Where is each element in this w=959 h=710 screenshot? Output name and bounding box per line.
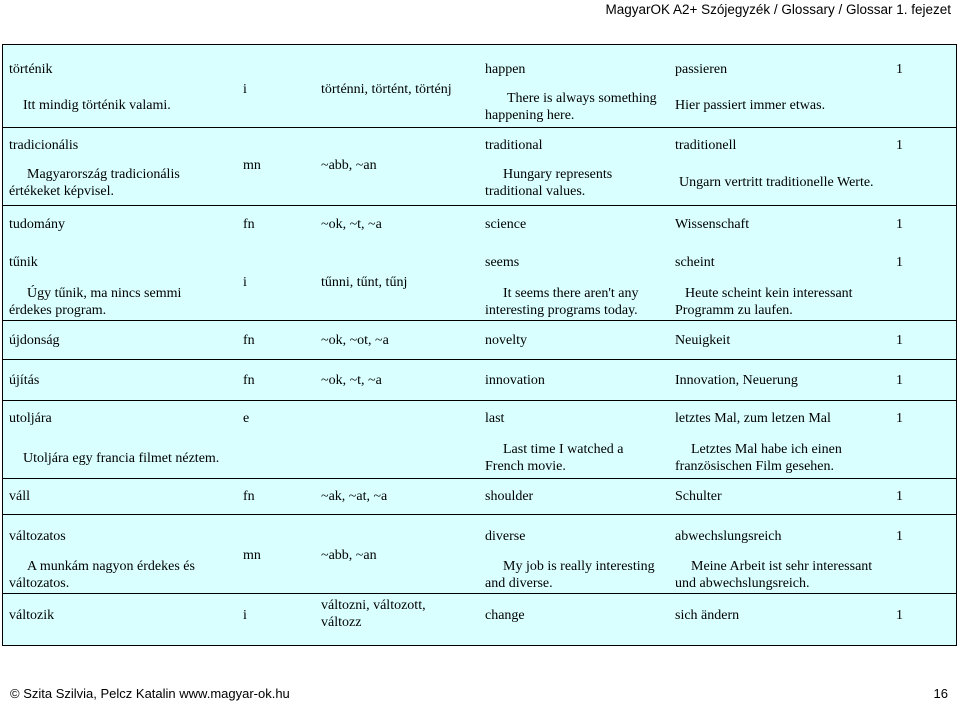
en-example: Last time I watched a French movie. — [485, 442, 624, 474]
en-example: Hungary represents traditional values. — [485, 167, 613, 199]
pos: fn — [243, 373, 255, 388]
hu-word: változik — [9, 608, 55, 623]
de-example: Heute scheint kein interessant Programm zu laufen. — [675, 286, 853, 318]
page-header — [0, 0, 959, 22]
de-word: traditionell — [675, 138, 737, 153]
pos: i — [243, 275, 247, 290]
de-word: scheint — [675, 255, 715, 270]
forms: ~ak, ~at, ~a — [321, 489, 388, 504]
lesson-number: 1 — [896, 255, 903, 270]
en-example: There is always something happening here. — [485, 91, 657, 123]
en-word: seems — [485, 255, 520, 270]
header-title: MagyarOK A2+ Szójegyzék / Glossary / Glossar 1. fejezet — [605, 2, 951, 17]
pos: i — [243, 608, 247, 623]
lesson-number: 1 — [896, 138, 903, 153]
lesson-number: 1 — [896, 217, 903, 232]
hu-example: Utoljára egy francia filmet néztem. — [23, 451, 220, 466]
hu-example: Úgy tűnik, ma nincs semmi érdekes program. — [9, 286, 182, 318]
lesson-number: 1 — [896, 62, 903, 77]
en-word: change — [485, 608, 525, 623]
hu-word: újdonság — [9, 333, 60, 348]
forms: tűnni, tűnt, tűnj — [321, 275, 408, 290]
lesson-number: 1 — [896, 489, 903, 504]
hu-word: történik — [9, 62, 53, 77]
hu-word: tudomány — [9, 217, 65, 232]
hu-word: újítás — [9, 373, 40, 388]
de-example: Hier passiert immer etwas. — [675, 98, 826, 113]
de-word: abwechslungsreich — [675, 529, 782, 544]
forms: változni, változott, változz — [321, 598, 426, 630]
de-example: Meine Arbeit ist sehr interessant und abwechslungsreich. — [675, 559, 873, 591]
hu-example: A munkám nagyon érdekes és változatos. — [9, 559, 195, 591]
pos: mn — [243, 158, 261, 173]
hu-example: Magyarország tradicionális értékeket képvisel. — [9, 167, 180, 199]
de-word: letztes Mal, zum letzen Mal — [675, 411, 831, 426]
de-word: Neuigkeit — [675, 333, 731, 348]
forms: ~ok, ~ot, ~a — [321, 333, 389, 348]
hu-word: utoljára — [9, 411, 52, 426]
en-word: science — [485, 217, 527, 232]
de-word: Wissenschaft — [675, 217, 750, 232]
pos: e — [243, 411, 250, 426]
de-word: sich ändern — [675, 608, 740, 623]
forms: ~abb, ~an — [321, 548, 377, 563]
forms: történni, történt, történj — [321, 82, 452, 97]
en-word: happen — [485, 62, 526, 77]
hu-word: tradicionális — [9, 138, 79, 153]
en-word: innovation — [485, 373, 545, 388]
lesson-number: 1 — [896, 411, 903, 426]
en-example: It seems there aren't any interesting programs today. — [485, 286, 639, 318]
en-word: novelty — [485, 333, 527, 348]
forms: ~ok, ~t, ~a — [321, 373, 382, 388]
lesson-number: 1 — [896, 373, 903, 388]
lesson-number: 1 — [896, 608, 903, 623]
pos: mn — [243, 548, 261, 563]
en-word: last — [485, 411, 505, 426]
de-word: Innovation, Neuerung — [675, 373, 798, 388]
en-word: diverse — [485, 529, 526, 544]
lesson-number: 1 — [896, 333, 903, 348]
glossary-table — [2, 44, 957, 646]
lesson-number: 1 — [896, 529, 903, 544]
pos: fn — [243, 489, 255, 504]
de-example: Ungarn vertritt traditionelle Werte. — [679, 175, 874, 190]
page-number: 16 — [933, 686, 948, 701]
hu-word: változatos — [9, 529, 66, 544]
hu-word: tűnik — [9, 255, 38, 270]
pos: fn — [243, 217, 255, 232]
forms: ~abb, ~an — [321, 158, 377, 173]
en-example: My job is really interesting and diverse. — [485, 559, 655, 591]
en-word: traditional — [485, 138, 543, 153]
forms: ~ok, ~t, ~a — [321, 217, 382, 232]
de-example: Letztes Mal habe ich einen französischen Film gesehen. — [675, 442, 842, 474]
copyright: © Szita Szilvia, Pelcz Katalin www.magyar-ok.hu — [10, 686, 290, 701]
hu-example: Itt mindig történik valami. — [23, 98, 171, 113]
pos: i — [243, 82, 247, 97]
de-word: Schulter — [675, 489, 722, 504]
hu-word: váll — [9, 489, 30, 504]
de-word: passieren — [675, 62, 728, 77]
pos: fn — [243, 333, 255, 348]
en-word: shoulder — [485, 489, 534, 504]
